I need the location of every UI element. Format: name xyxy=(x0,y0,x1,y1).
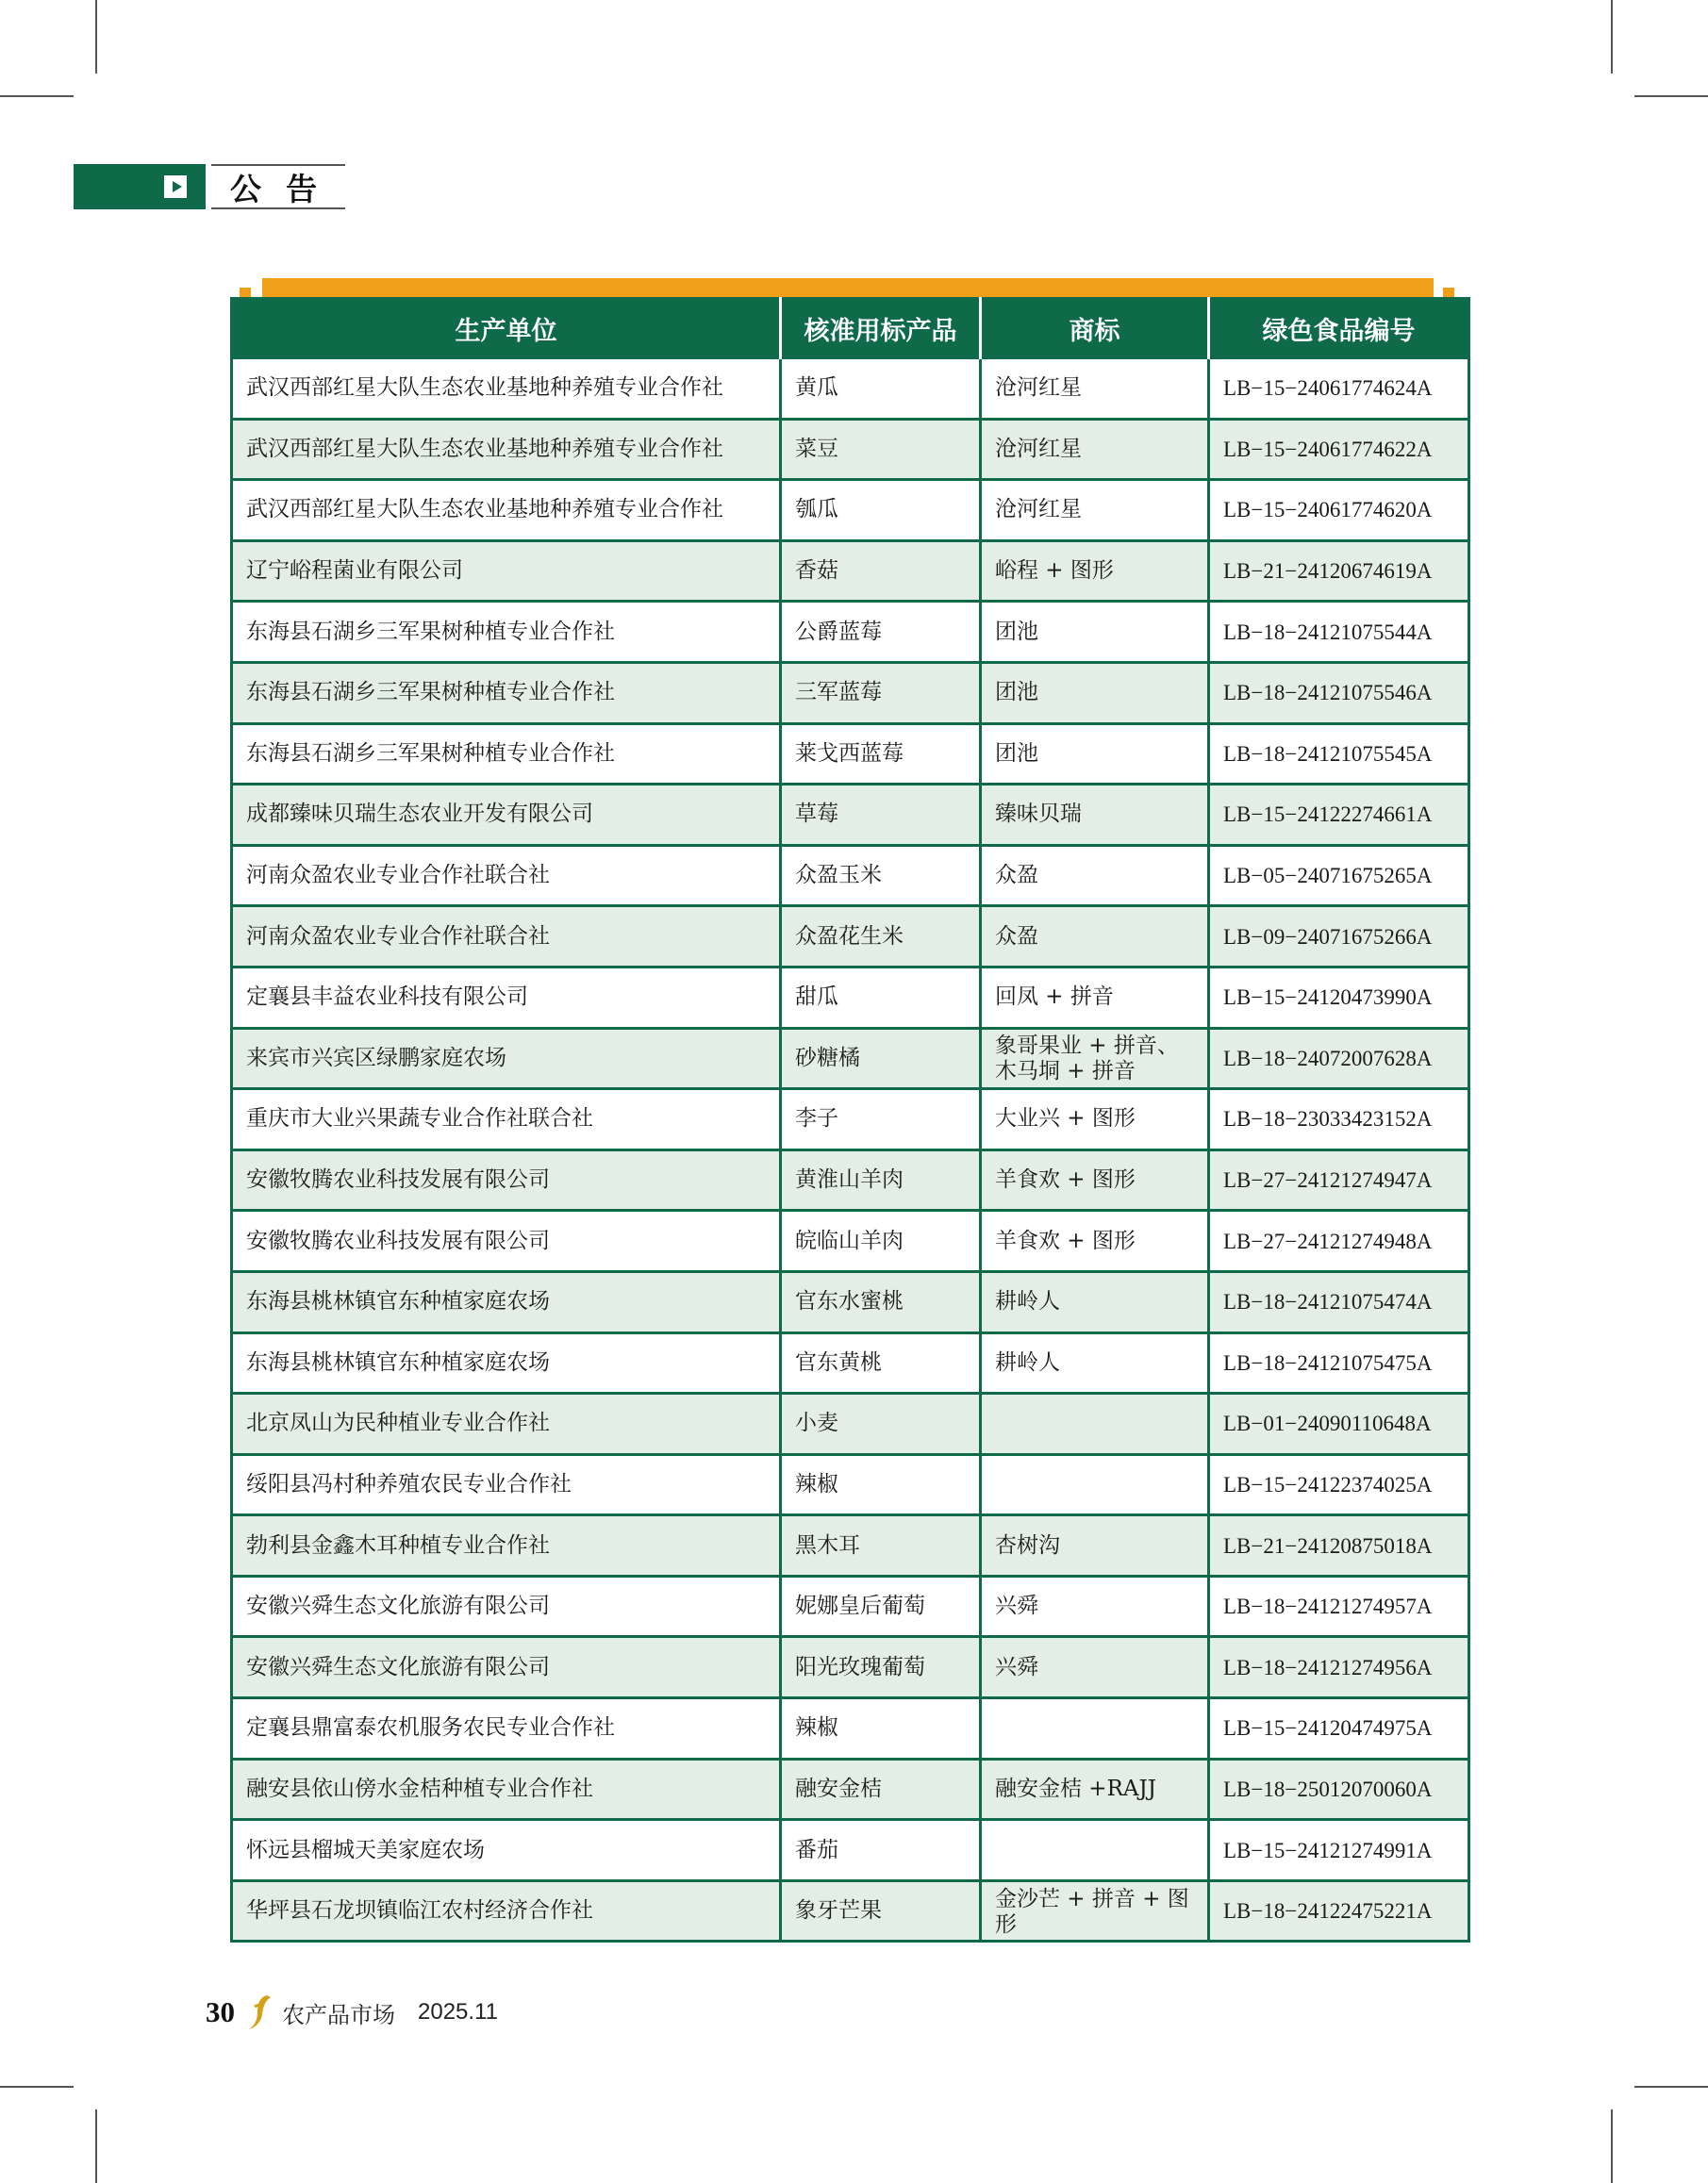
table-row xyxy=(232,1759,1469,1820)
table-row xyxy=(232,602,1469,663)
trademark-cell: 融安金桔 +RAJJ xyxy=(981,1759,1209,1820)
code-cell: LB−05−24071675265A xyxy=(1209,845,1469,906)
table-row xyxy=(232,845,1469,906)
producer-cell: 东海县石湖乡三军果树种植专业合作社 xyxy=(232,662,781,723)
trademark-cell: 回凤 + 拼音 xyxy=(981,967,1209,1028)
producer-cell: 武汉西部红星大队生态农业基地种养殖专业合作社 xyxy=(232,419,781,480)
play-icon xyxy=(164,175,187,198)
code-cell: LB−18−24121075475A xyxy=(1209,1332,1469,1394)
code-cell: LB−09−24071675266A xyxy=(1209,906,1469,967)
orange-bar xyxy=(262,278,1434,299)
section-bar xyxy=(74,164,206,209)
crop-mark xyxy=(1634,2086,1708,2088)
product-cell: 瓠瓜 xyxy=(781,480,981,541)
product-cell: 象牙芒果 xyxy=(781,1880,981,1942)
table-row xyxy=(232,540,1469,602)
code-cell: LB−21−24120674619A xyxy=(1209,540,1469,602)
product-cell: 黄瓜 xyxy=(781,358,981,420)
code-cell: LB−27−24121274947A xyxy=(1209,1149,1469,1211)
table-row xyxy=(232,1698,1469,1760)
producer-cell: 河南众盈农业专业合作社联合社 xyxy=(232,845,781,906)
product-cell: 番茄 xyxy=(781,1820,981,1881)
trademark-cell: 沧河红星 xyxy=(981,358,1209,420)
product-cell: 辣椒 xyxy=(781,1454,981,1515)
producer-cell: 东海县桃林镇官东种植家庭农场 xyxy=(232,1332,781,1394)
code-cell: LB−21−24120875018A xyxy=(1209,1515,1469,1577)
producer-cell: 绥阳县冯村种养殖农民专业合作社 xyxy=(232,1454,781,1515)
trademark-cell xyxy=(981,1454,1209,1515)
product-cell: 妮娜皇后葡萄 xyxy=(781,1576,981,1637)
trademark-cell: 耕岭人 xyxy=(981,1271,1209,1332)
product-cell: 甜瓜 xyxy=(781,967,981,1028)
table-row xyxy=(232,1332,1469,1394)
producer-cell: 东海县桃林镇官东种植家庭农场 xyxy=(232,1271,781,1332)
code-cell: LB−18−24121274957A xyxy=(1209,1576,1469,1637)
table-header-row xyxy=(232,299,1469,358)
producer-cell: 安徽兴舜生态文化旅游有限公司 xyxy=(232,1576,781,1637)
section-header xyxy=(74,164,345,209)
code-cell: LB−18−25012070060A xyxy=(1209,1759,1469,1820)
table-row xyxy=(232,1637,1469,1698)
trademark-cell: 羊食欢 + 图形 xyxy=(981,1149,1209,1211)
code-cell: LB−18−24072007628A xyxy=(1209,1028,1469,1089)
table-row xyxy=(232,1576,1469,1637)
code-cell: LB−01−24090110648A xyxy=(1209,1394,1469,1455)
producer-cell: 东海县石湖乡三军果树种植专业合作社 xyxy=(232,602,781,663)
trademark-cell xyxy=(981,1820,1209,1881)
table-row xyxy=(232,1149,1469,1211)
code-cell: LB−15−24061774624A xyxy=(1209,358,1469,420)
producer-cell: 来宾市兴宾区绿鹏家庭农场 xyxy=(232,1028,781,1089)
product-cell: 融安金桔 xyxy=(781,1759,981,1820)
trademark-cell: 沧河红星 xyxy=(981,419,1209,480)
product-cell: 菜豆 xyxy=(781,419,981,480)
crop-mark xyxy=(0,95,74,97)
table-body xyxy=(232,358,1469,1942)
trademark-cell: 团池 xyxy=(981,602,1209,663)
table-row xyxy=(232,358,1469,420)
product-cell: 官东水蜜桃 xyxy=(781,1271,981,1332)
trademark-cell: 兴舜 xyxy=(981,1637,1209,1698)
product-cell: 皖临山羊肉 xyxy=(781,1211,981,1272)
trademark-cell: 峪程 + 图形 xyxy=(981,540,1209,602)
table-row xyxy=(232,1028,1469,1089)
table-row xyxy=(232,1454,1469,1515)
product-cell: 阳光玫瑰葡萄 xyxy=(781,1637,981,1698)
page-number: 30 xyxy=(206,1995,235,2028)
producer-cell: 河南众盈农业专业合作社联合社 xyxy=(232,906,781,967)
crop-mark xyxy=(1634,95,1708,97)
trademark-cell: 臻味贝瑞 xyxy=(981,785,1209,846)
table-row xyxy=(232,723,1469,785)
crop-mark xyxy=(95,2109,97,2183)
code-cell: LB−18−24121075544A xyxy=(1209,602,1469,663)
code-cell: LB−18−23033423152A xyxy=(1209,1089,1469,1150)
code-cell: LB−18−24121075474A xyxy=(1209,1271,1469,1332)
code-cell: LB−15−24120474975A xyxy=(1209,1698,1469,1760)
trademark-cell: 兴舜 xyxy=(981,1576,1209,1637)
trademark-cell xyxy=(981,1698,1209,1760)
trademark-cell: 团池 xyxy=(981,723,1209,785)
product-cell: 黑木耳 xyxy=(781,1515,981,1577)
trademark-cell: 沧河红星 xyxy=(981,480,1209,541)
table-row xyxy=(232,1211,1469,1272)
table-row xyxy=(232,785,1469,846)
table-row xyxy=(232,1515,1469,1577)
trademark-cell: 团池 xyxy=(981,662,1209,723)
header-code: 绿色食品编号 xyxy=(1209,299,1469,358)
section-title: 公告 xyxy=(211,164,345,209)
table-row xyxy=(232,662,1469,723)
magazine-logo-icon xyxy=(246,1993,273,2031)
producer-cell: 勃利县金鑫木耳种植专业合作社 xyxy=(232,1515,781,1577)
product-cell: 官东黄桃 xyxy=(781,1332,981,1394)
table-row xyxy=(232,480,1469,541)
trademark-cell: 大业兴 + 图形 xyxy=(981,1089,1209,1150)
magazine-name: 农产品市场 xyxy=(282,2001,395,2028)
code-cell: LB−15−24121274991A xyxy=(1209,1820,1469,1881)
crop-mark xyxy=(1611,2109,1613,2183)
code-cell: LB−15−24122274661A xyxy=(1209,785,1469,846)
announcement-table xyxy=(230,297,1468,1943)
header-product: 核准用标产品 xyxy=(781,299,981,358)
product-cell: 众盈花生米 xyxy=(781,906,981,967)
producer-cell: 安徽牧腾农业科技发展有限公司 xyxy=(232,1149,781,1211)
product-cell: 莱戈西蓝莓 xyxy=(781,723,981,785)
code-cell: LB−18−24121075546A xyxy=(1209,662,1469,723)
code-cell: LB−27−24121274948A xyxy=(1209,1211,1469,1272)
product-cell: 李子 xyxy=(781,1089,981,1150)
trademark-cell: 耕岭人 xyxy=(981,1332,1209,1394)
trademark-cell: 众盈 xyxy=(981,906,1209,967)
producer-cell: 融安县依山傍水金桔种植专业合作社 xyxy=(232,1759,781,1820)
product-cell: 草莓 xyxy=(781,785,981,846)
producer-cell: 武汉西部红星大队生态农业基地种养殖专业合作社 xyxy=(232,358,781,420)
trademark-cell: 象哥果业 + 拼音、木马垌 + 拼音 xyxy=(981,1028,1209,1089)
table-row xyxy=(232,906,1469,967)
code-cell: LB−15−24061774622A xyxy=(1209,419,1469,480)
code-cell: LB−15−24120473990A xyxy=(1209,967,1469,1028)
page-footer xyxy=(206,1992,498,2033)
table-row xyxy=(232,1880,1469,1942)
table-row xyxy=(232,967,1469,1028)
product-cell: 小麦 xyxy=(781,1394,981,1455)
code-cell: LB−18−24121075545A xyxy=(1209,723,1469,785)
producer-cell: 辽宁峪程菌业有限公司 xyxy=(232,540,781,602)
code-cell: LB−18−24121274956A xyxy=(1209,1637,1469,1698)
producer-cell: 成都臻味贝瑞生态农业开发有限公司 xyxy=(232,785,781,846)
producer-cell: 安徽兴舜生态文化旅游有限公司 xyxy=(232,1637,781,1698)
table-row xyxy=(232,1089,1469,1150)
table-row xyxy=(232,1820,1469,1881)
trademark-cell xyxy=(981,1394,1209,1455)
header-trademark: 商标 xyxy=(981,299,1209,358)
producer-cell: 武汉西部红星大队生态农业基地种养殖专业合作社 xyxy=(232,480,781,541)
table-row xyxy=(232,1394,1469,1455)
producer-cell: 重庆市大业兴果蔬专业合作社联合社 xyxy=(232,1089,781,1150)
table-row xyxy=(232,419,1469,480)
product-cell: 香菇 xyxy=(781,540,981,602)
code-cell: LB−15−24122374025A xyxy=(1209,1454,1469,1515)
crop-mark xyxy=(0,2086,74,2088)
producer-cell: 定襄县丰益农业科技有限公司 xyxy=(232,967,781,1028)
trademark-cell: 羊食欢 + 图形 xyxy=(981,1211,1209,1272)
trademark-cell: 杏树沟 xyxy=(981,1515,1209,1577)
producer-cell: 定襄县鼎富泰农机服务农民专业合作社 xyxy=(232,1698,781,1760)
product-cell: 砂糖橘 xyxy=(781,1028,981,1089)
crop-mark xyxy=(95,0,97,74)
product-cell: 黄淮山羊肉 xyxy=(781,1149,981,1211)
table-row xyxy=(232,1271,1469,1332)
product-cell: 众盈玉米 xyxy=(781,845,981,906)
product-cell: 三军蓝莓 xyxy=(781,662,981,723)
producer-cell: 安徽牧腾农业科技发展有限公司 xyxy=(232,1211,781,1272)
producer-cell: 东海县石湖乡三军果树种植专业合作社 xyxy=(232,723,781,785)
crop-mark xyxy=(1611,0,1613,74)
trademark-cell: 金沙芒 + 拼音 + 图形 xyxy=(981,1880,1209,1942)
product-cell: 辣椒 xyxy=(781,1698,981,1760)
header-producer: 生产单位 xyxy=(232,299,781,358)
issue-date: 2025.11 xyxy=(418,1999,498,2025)
producer-cell: 华坪县石龙坝镇临江农村经济合作社 xyxy=(232,1880,781,1942)
trademark-cell: 众盈 xyxy=(981,845,1209,906)
producer-cell: 北京凤山为民种植业专业合作社 xyxy=(232,1394,781,1455)
producer-cell: 怀远县榴城天美家庭农场 xyxy=(232,1820,781,1881)
code-cell: LB−15−24061774620A xyxy=(1209,480,1469,541)
product-cell: 公爵蓝莓 xyxy=(781,602,981,663)
code-cell: LB−18−24122475221A xyxy=(1209,1880,1469,1942)
